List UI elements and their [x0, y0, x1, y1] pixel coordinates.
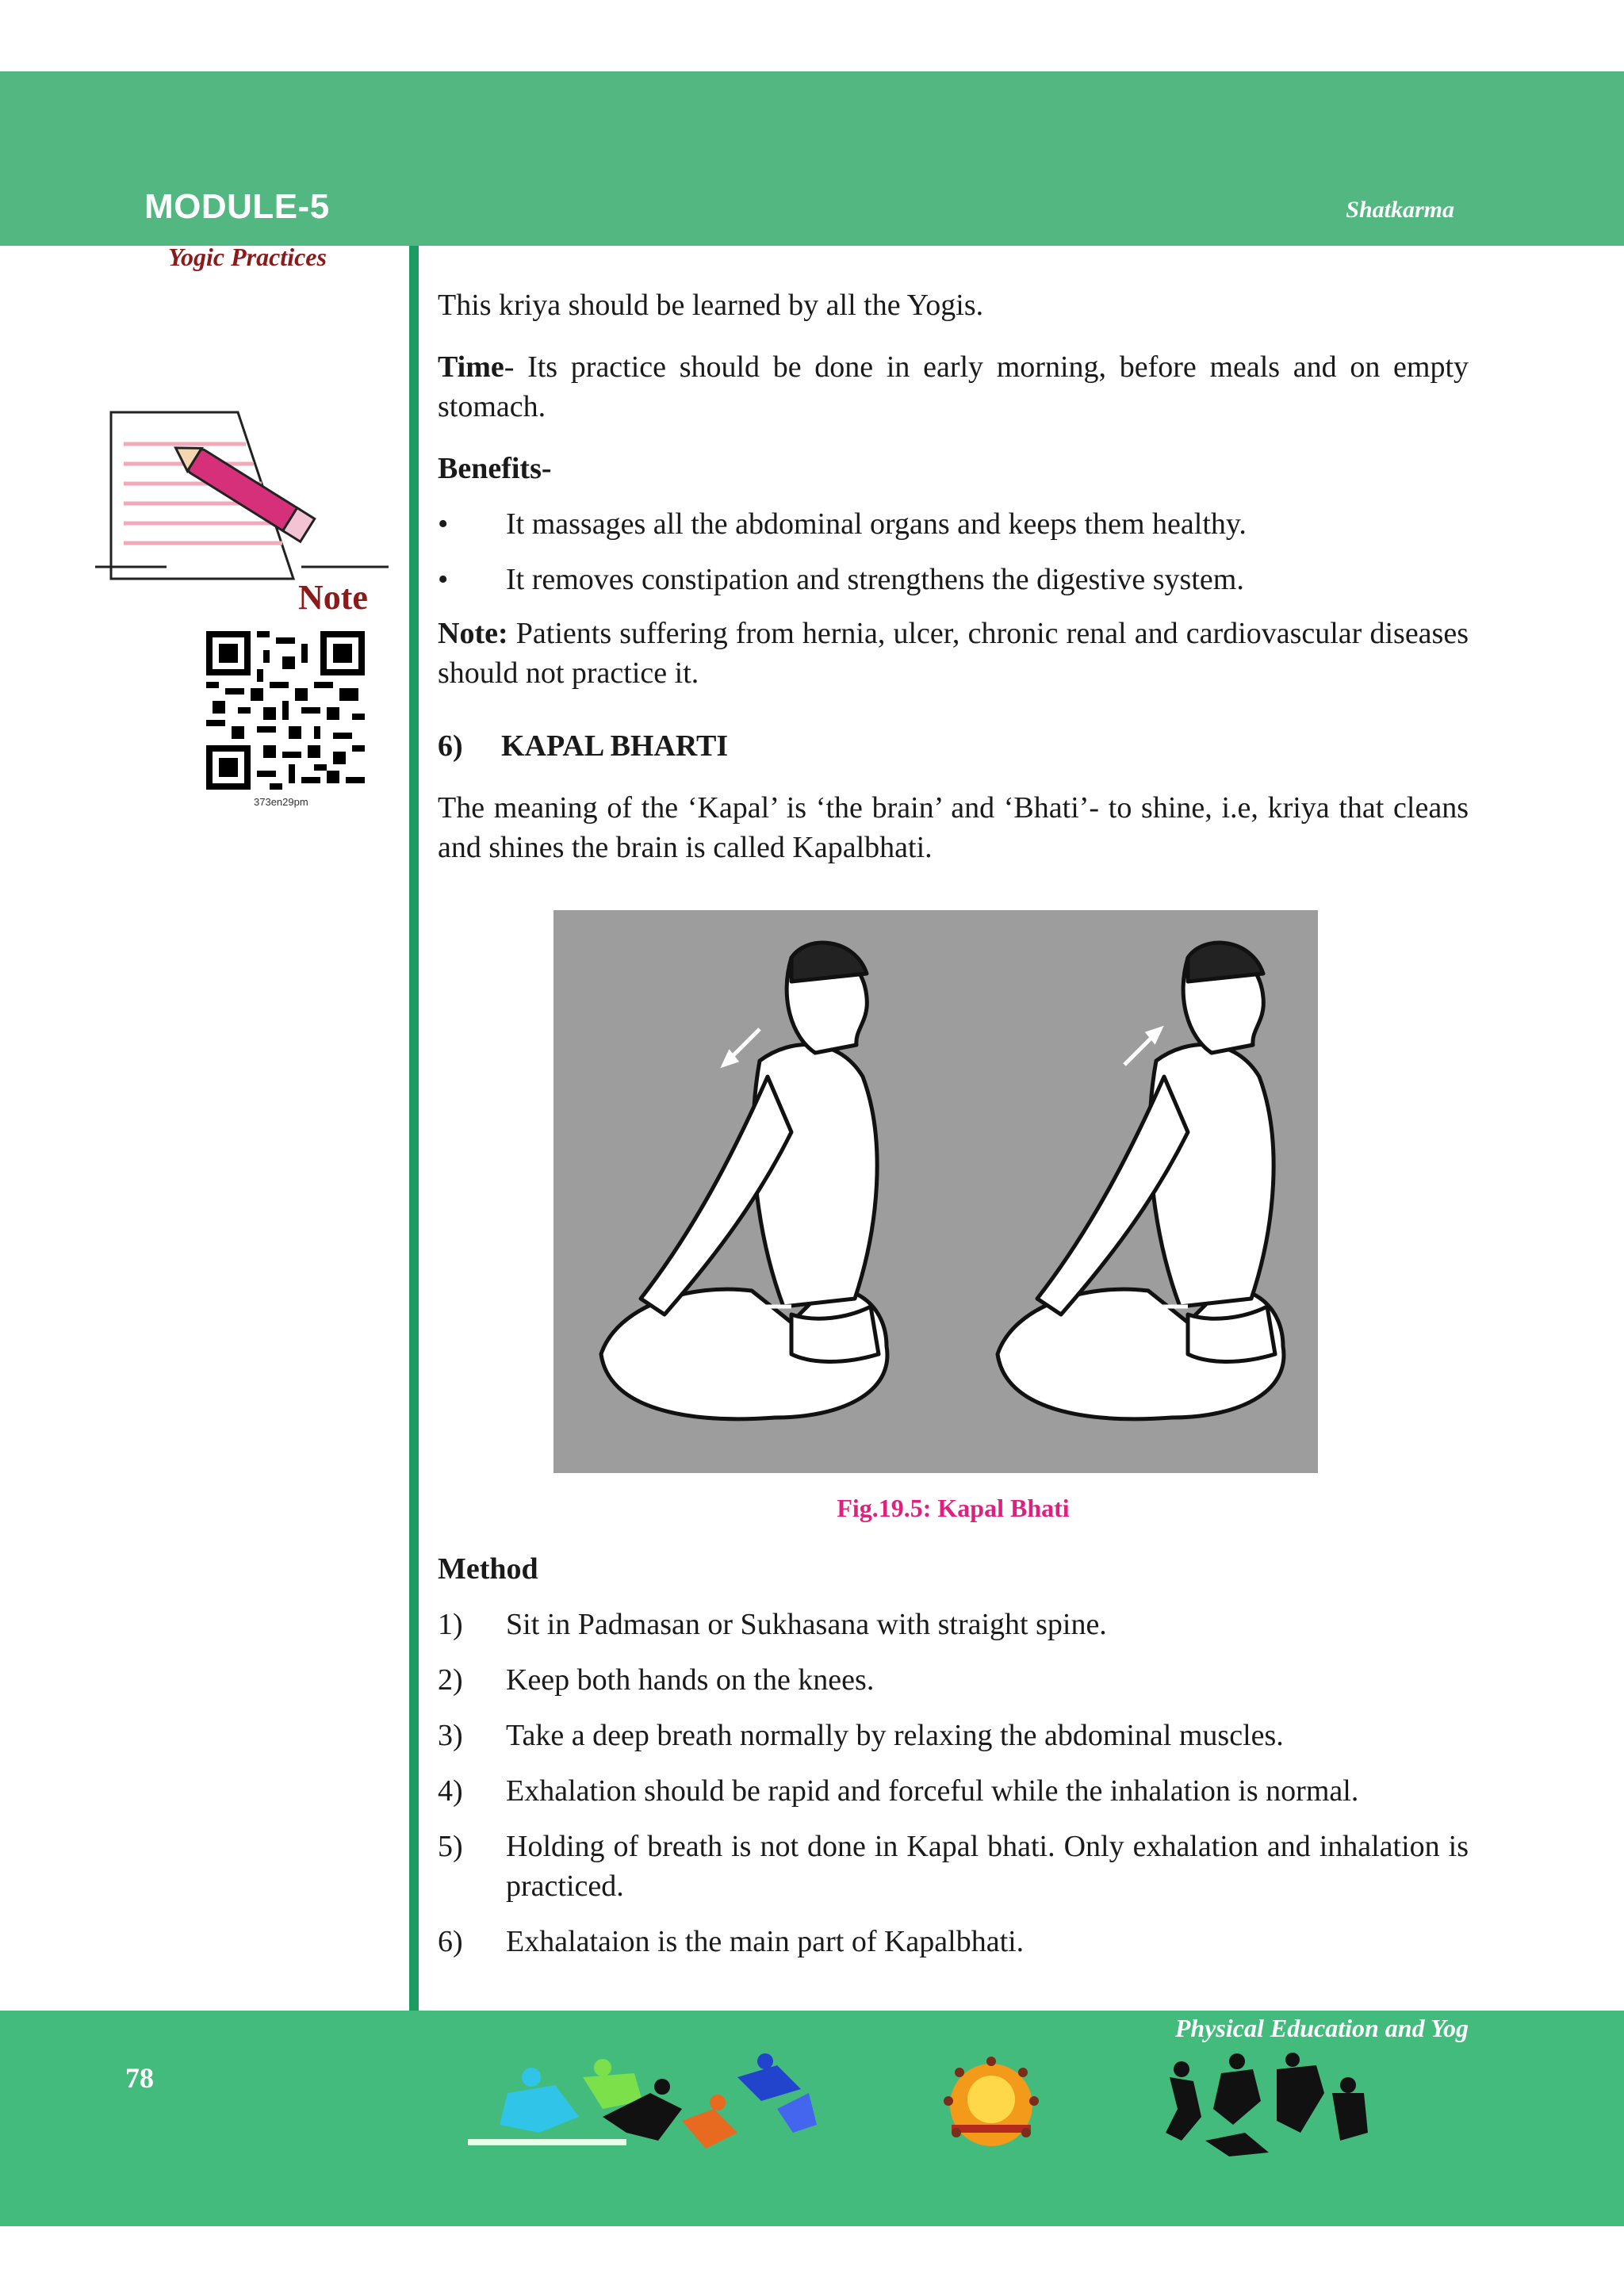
sports-figures-illustration: [444, 2045, 1396, 2164]
step-text: Keep both hands on the knees.: [506, 1663, 875, 1697]
time-label: Time: [438, 350, 504, 384]
step-number: 1): [438, 1608, 463, 1641]
note-label: Note: [298, 578, 368, 617]
note-text: Patients suffering from hernia, ulcer, chronic renal and cardiovascular diseases should not practice it.: [438, 617, 1469, 690]
bullet-icon: •: [438, 563, 449, 596]
benefit-text: It removes constipation and strengthens the digestive system.: [506, 563, 1244, 596]
footer-book-title: Physical Education and Yog: [1174, 2014, 1469, 2042]
kapal-bhati-figure: [553, 910, 1318, 1473]
step-text: Holding of breath is not done in Kapal bhati. Only exhalation and inhalation is practiced.: [506, 1830, 1469, 1903]
method-step: [438, 1660, 1469, 1700]
athletes-silhouettes-icon: [1166, 2053, 1368, 2156]
margin-rule: [409, 246, 419, 2011]
benefit-text: It massages all the abdominal organs and keeps them healthy.: [506, 507, 1247, 541]
sunrise-emblem-icon: [944, 2057, 1039, 2146]
method-step: [438, 1827, 1469, 1906]
bullet-icon: •: [438, 507, 449, 541]
qr-code-icon[interactable]: [206, 631, 365, 790]
note-inline-label: Note:: [438, 617, 508, 650]
step-text: Exhalataion is the main part of Kapalbhati.: [506, 1925, 1025, 1958]
benefit-item: [438, 504, 1469, 544]
section-number: 6): [438, 729, 463, 763]
module-title: MODULE-5: [144, 187, 330, 226]
figure-caption: Fig.19.5: Kapal Bhati: [837, 1494, 1070, 1522]
main-content: [438, 285, 1469, 867]
step-text: Take a deep breath normally by relaxing the abdominal muscles.: [506, 1719, 1284, 1752]
method-heading: Method: [438, 1552, 538, 1586]
page-number: 78: [125, 2062, 154, 2094]
chapter-title: Shatkarma: [1346, 197, 1454, 223]
step-number: 5): [438, 1830, 463, 1863]
qr-code-caption: 373en29pm: [254, 796, 308, 808]
step-text: Exhalation should be rapid and forceful while the inhalation is normal.: [506, 1774, 1359, 1808]
method-step: [438, 1771, 1469, 1811]
section-title: KAPAL BHARTI: [501, 729, 729, 763]
step-number: 3): [438, 1719, 463, 1752]
step-number: 4): [438, 1774, 463, 1808]
method-step: [438, 1922, 1469, 1961]
method-step: [438, 1605, 1469, 1644]
section-heading: [438, 726, 1469, 766]
intro-paragraph: This kriya should be learned by all the Yogis.: [438, 289, 984, 322]
section-subtitle: Yogic Practices: [168, 243, 327, 271]
method-step: [438, 1716, 1469, 1755]
method-section: [438, 1549, 1469, 1961]
time-paragraph: [438, 347, 1469, 427]
sports-silhouettes-icon: [468, 2053, 817, 2149]
benefit-item: [438, 560, 1469, 599]
step-number: 6): [438, 1925, 463, 1958]
step-number: 2): [438, 1663, 463, 1697]
benefits-heading: Benefits-: [438, 452, 552, 485]
note-paragraph: [438, 614, 1469, 693]
step-text: Sit in Padmasan or Sukhasana with straight spine.: [506, 1608, 1107, 1641]
time-text: - Its practice should be done in early morning, before meals and on empty stomach.: [438, 350, 1469, 423]
section-description: The meaning of the ‘Kapal’ is ‘the brain’ and ‘Bhati’- to shine, i.e, kriya that cleans and shines the brain is called Kapalbhati.: [438, 791, 1469, 864]
